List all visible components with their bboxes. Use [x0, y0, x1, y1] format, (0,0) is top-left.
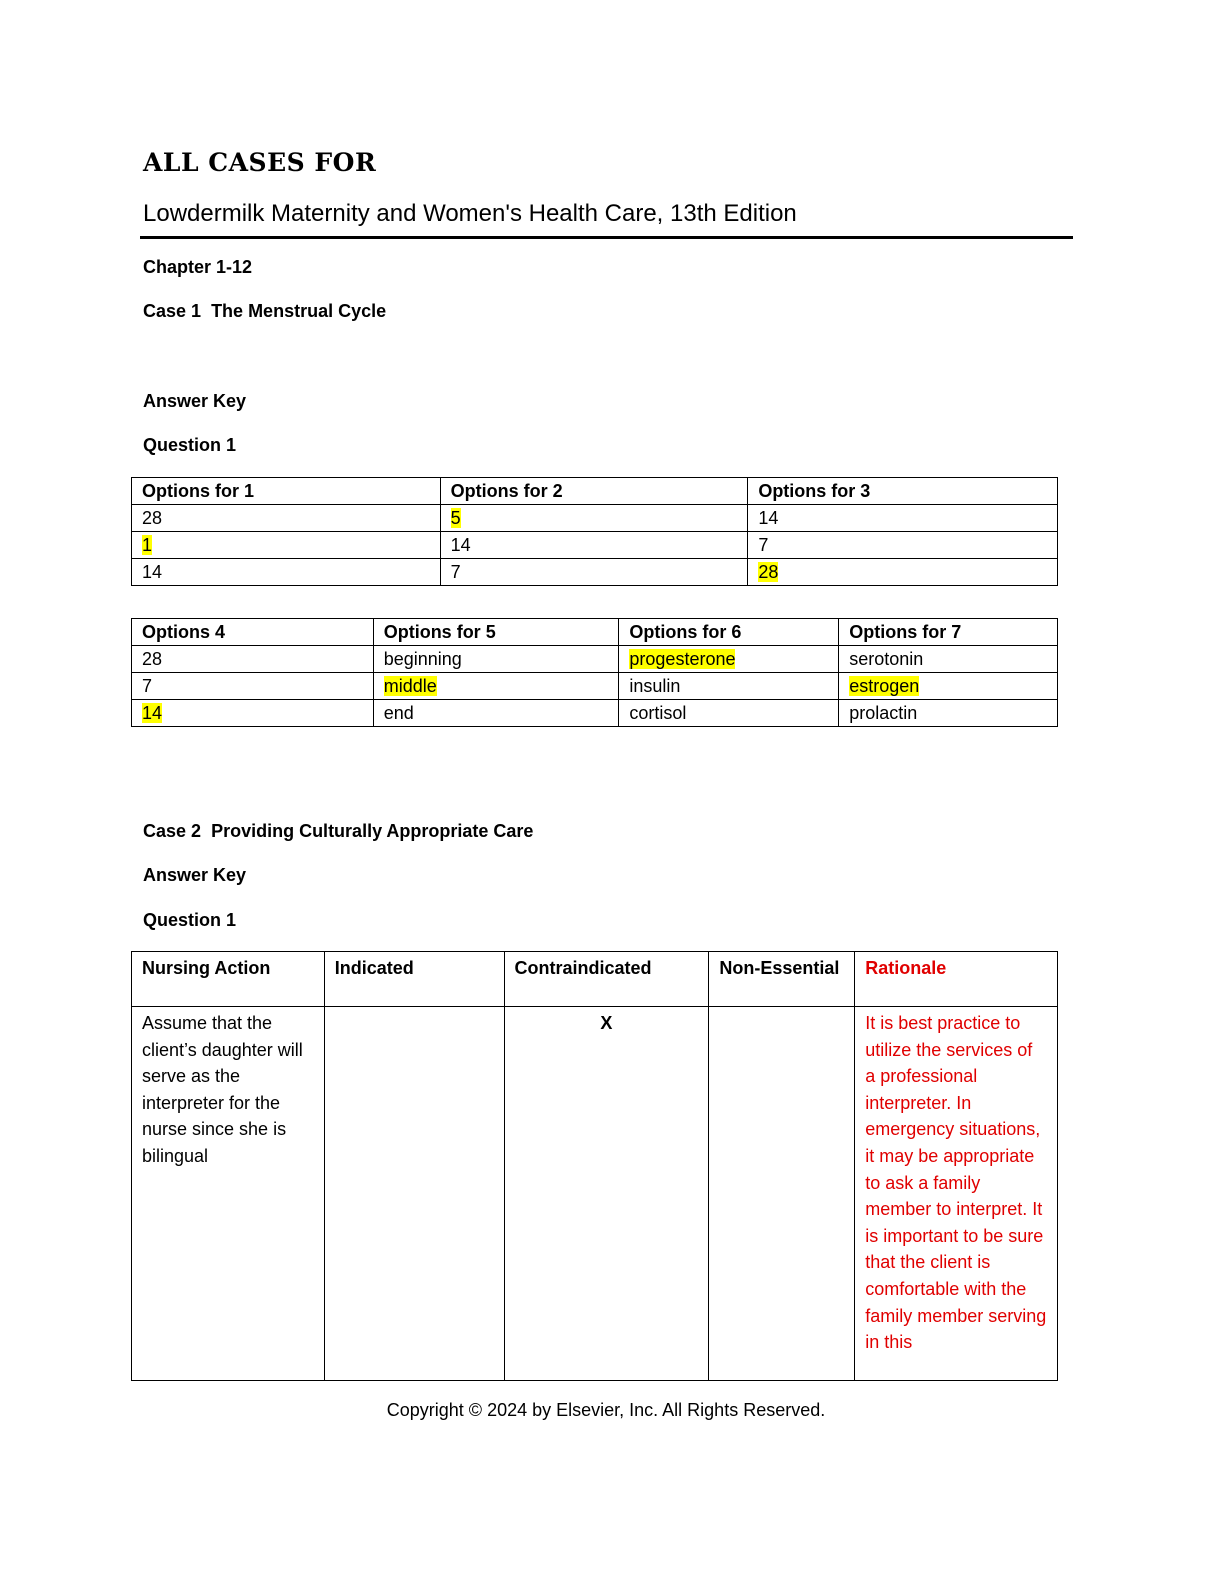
title-rule	[140, 236, 1073, 239]
table-cell	[132, 559, 441, 586]
highlighted-answer: estrogen	[849, 676, 920, 696]
highlighted-answer: 28	[758, 562, 779, 582]
document-title: ALL CASES FOR	[143, 148, 377, 177]
highlighted-answer: progesterone	[629, 649, 736, 669]
case2-question: Question 1	[143, 910, 237, 930]
table-cell	[839, 646, 1058, 673]
case2-label: Case 2	[143, 821, 202, 841]
case1-options-table-1	[131, 477, 1058, 586]
table-cell	[132, 700, 374, 727]
table-cell	[748, 505, 1058, 532]
table-cell	[373, 673, 619, 700]
table-header: Options for 2	[440, 478, 748, 505]
table-header-row	[132, 478, 1058, 505]
table-row	[132, 700, 1058, 727]
cell-text: 28	[142, 649, 163, 669]
table-cell	[839, 673, 1058, 700]
cell-text: 7	[142, 676, 153, 696]
cell-text: 14	[758, 508, 779, 528]
table-row	[132, 1007, 1058, 1381]
case2-answer-key: Answer Key	[143, 865, 247, 885]
cell-text: 14	[450, 535, 471, 555]
cell-text: prolactin	[849, 703, 918, 723]
table-header-row	[132, 952, 1058, 1007]
table-row	[132, 532, 1058, 559]
chapter-label: Chapter 1-12	[143, 257, 253, 277]
highlighted-answer: 14	[142, 703, 163, 723]
cell-text: 28	[142, 508, 163, 528]
non-essential-cell	[709, 1007, 855, 1381]
cell-text: 14	[142, 562, 163, 582]
table-header-rationale: Rationale	[855, 952, 1058, 1007]
table-cell	[132, 646, 374, 673]
table-cell	[748, 532, 1058, 559]
table-row	[132, 673, 1058, 700]
table-header: Options for 7	[839, 619, 1058, 646]
table-cell	[619, 646, 839, 673]
table-header: Indicated	[324, 952, 504, 1007]
table-cell	[373, 700, 619, 727]
table-cell	[440, 559, 748, 586]
case1-answer-key: Answer Key	[143, 391, 247, 411]
table-header: Nursing Action	[132, 952, 325, 1007]
table-row	[132, 559, 1058, 586]
table-cell	[440, 532, 748, 559]
highlighted-answer: 5	[450, 508, 461, 528]
cell-text: 7	[450, 562, 461, 582]
copyright-footer: Copyright © 2024 by Elsevier, Inc. All Rights Reserved.	[386, 1400, 826, 1420]
indicated-cell	[324, 1007, 504, 1381]
nursing-action-cell: Assume that the client’s daughter will serve as the interpreter for the nurse since she is bilingual	[132, 1007, 325, 1381]
table-cell	[373, 646, 619, 673]
table-cell	[839, 700, 1058, 727]
case2-heading	[143, 821, 533, 842]
table-cell	[619, 673, 839, 700]
table-header-row	[132, 619, 1058, 646]
rationale-cell: It is best practice to utilize the services of a professional interpreter. In emergency situations, it may be appropriate to ask a family member to interpret. It is important to be sure that the client is comfortable with the family member serving in this	[855, 1007, 1058, 1381]
case1-title: The Menstrual Cycle	[211, 301, 387, 321]
case1-question: Question 1	[143, 435, 237, 455]
table-cell	[132, 673, 374, 700]
cell-text: insulin	[629, 676, 681, 696]
table-cell	[619, 700, 839, 727]
case1-options-table-2	[131, 618, 1058, 727]
table-header: Options for 3	[748, 478, 1058, 505]
table-header: Options for 1	[132, 478, 441, 505]
cell-text: 7	[758, 535, 769, 555]
highlighted-answer: 1	[142, 535, 153, 555]
table-header: Options for 5	[373, 619, 619, 646]
contraindicated-cell: X	[504, 1007, 709, 1381]
table-header: Non-Essential	[709, 952, 855, 1007]
table-cell	[748, 559, 1058, 586]
document-subtitle: Lowdermilk Maternity and Women's Health Care, 13th Edition	[143, 200, 797, 227]
cell-text: cortisol	[629, 703, 687, 723]
cell-text: end	[383, 703, 414, 723]
case1-label: Case 1	[143, 301, 202, 321]
table-header: Options 4	[132, 619, 374, 646]
cell-text: serotonin	[849, 649, 924, 669]
cell-text: beginning	[383, 649, 462, 669]
case2-title: Providing Culturally Appropriate Care	[211, 821, 534, 841]
table-row	[132, 505, 1058, 532]
table-row	[132, 646, 1058, 673]
table-header: Contraindicated	[504, 952, 709, 1007]
table-cell	[132, 505, 441, 532]
case2-nursing-action-table	[131, 951, 1058, 1381]
highlighted-answer: middle	[383, 676, 437, 696]
table-cell	[440, 505, 748, 532]
table-cell	[132, 532, 441, 559]
table-header: Options for 6	[619, 619, 839, 646]
case1-heading	[143, 301, 386, 322]
